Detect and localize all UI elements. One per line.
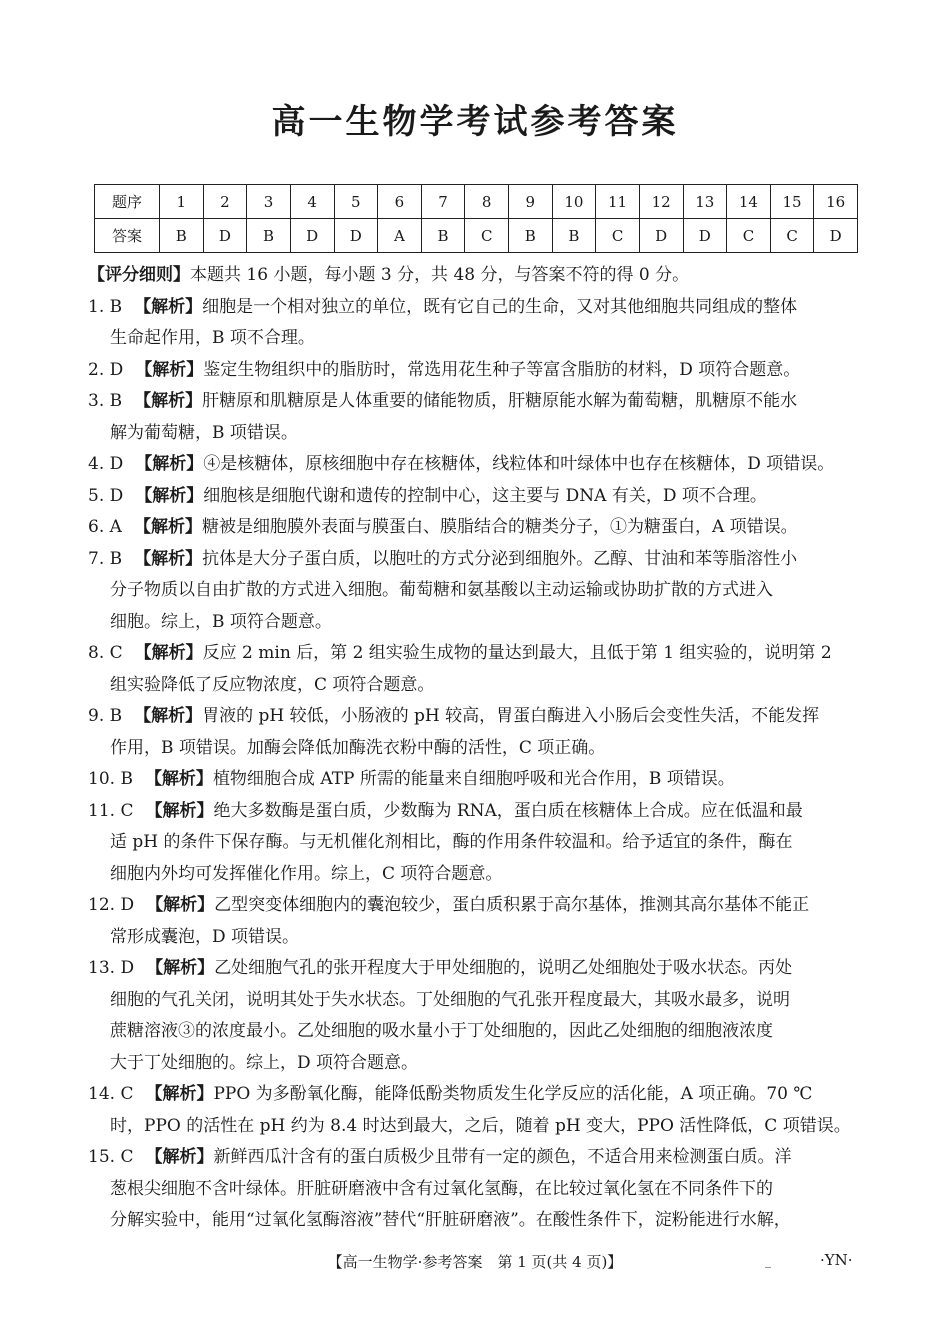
explanation-line — [88, 1205, 862, 1237]
explanation-text: 乙处细胞气孔的张开程度大于甲处细胞的，说明乙处细胞处于吸水状态。丙处 — [214, 958, 793, 978]
question-number-cell: 2 — [203, 185, 247, 219]
question-number-cell: 1 — [160, 185, 204, 219]
question-explanation — [88, 638, 862, 701]
explanation-text: 生命起作用，B 项不合理。 — [110, 328, 315, 348]
explanation-first-line — [88, 386, 862, 418]
question-explanation — [88, 764, 862, 796]
explanation-first-line — [88, 953, 862, 985]
question-number-cell: 6 — [378, 185, 422, 219]
explanation-line — [88, 985, 862, 1017]
explanation-first-line — [88, 1142, 862, 1174]
question-answer-label: 4. D — [88, 454, 124, 474]
explanation-line — [88, 1174, 862, 1206]
question-answer-label: 10. B — [88, 769, 133, 789]
analysis-tag: 【解析】 — [134, 391, 203, 411]
answer-cell: B — [552, 219, 596, 253]
scoring-note — [88, 260, 862, 292]
answer-cell: A — [378, 219, 422, 253]
question-explanation — [88, 796, 862, 891]
question-answer-label: 14. C — [88, 1084, 134, 1104]
explanation-text: 解为葡萄糖，B 项错误。 — [110, 422, 298, 443]
answer-cell: D — [290, 219, 334, 253]
explanation-text: 细胞。综上，B 项符合题意。 — [110, 611, 332, 632]
question-explanation — [88, 1079, 862, 1142]
question-number-cell: 11 — [596, 185, 640, 219]
explanation-line — [88, 733, 862, 765]
answer-cell: B — [509, 219, 553, 253]
explanation-first-line — [88, 764, 862, 796]
explanation-text: 糖被是细胞膜外表面与膜蛋白、膜脂结合的糖类分子，①为糖蛋白，A 项错误。 — [202, 517, 798, 537]
question-number-cell: 4 — [290, 185, 334, 219]
explanation-text: 分子物质以自由扩散的方式进入细胞。葡萄糖和氨基酸以主动运输或协助扩散的方式进入 — [110, 580, 773, 600]
explanation-text: 绝大多数酶是蛋白质，少数酶为 RNA，蛋白质在核糖体上合成。应在低温和最 — [213, 800, 803, 821]
explanation-text: 组实验降低了反应物浓度，C 项符合题意。 — [110, 674, 435, 695]
question-answer-label: 13. D — [88, 958, 135, 978]
footer-mark: _ — [765, 1254, 771, 1268]
question-number-cell: 10 — [552, 185, 596, 219]
explanation-text: 葱根尖细胞不含叶绿体。肝脏研磨液中含有过氧化氢酶，在比较过氧化氢在不同条件下的 — [110, 1178, 773, 1199]
question-answer-label: 6. A — [88, 517, 122, 537]
explanation-line — [88, 1111, 862, 1143]
question-number-cell: 15 — [770, 185, 814, 219]
question-number-cell: 7 — [421, 185, 465, 219]
answer-cell: C — [465, 219, 509, 253]
explanation-line — [88, 1016, 862, 1048]
explanation-line — [88, 607, 862, 639]
question-number-cell: 3 — [247, 185, 291, 219]
answer-cell: C — [770, 219, 814, 253]
question-number-cell: 14 — [727, 185, 771, 219]
explanation-text: 乙型突变体细胞内的囊泡较少，蛋白质积累于高尔基体，推测其高尔基体不能正 — [214, 895, 810, 915]
analysis-tag: 【解析】 — [135, 454, 204, 474]
scoring-note-prefix: 【评分细则】 — [88, 265, 190, 285]
question-answer-label: 8. C — [88, 643, 123, 663]
analysis-tag: 【解析】 — [146, 895, 215, 915]
page-footer: 【高一生物学·参考答案 第 1 页(共 4 页)】 — [327, 1253, 623, 1271]
question-explanation — [88, 292, 862, 355]
question-answer-label: 11. C — [88, 800, 134, 821]
explanation-text: 反应 2 min 后，第 2 组实验生成物的量达到最大，且低于第 1 组实验的，说明第 2 — [202, 643, 832, 663]
analysis-tag: 【解析】 — [134, 517, 202, 537]
explanation-first-line — [88, 292, 862, 324]
question-explanation — [88, 890, 862, 953]
question-explanation — [88, 1142, 862, 1237]
explanation-text: 新鲜西瓜汁含有的蛋白质极少且带有一定的颜色，不适合用来检测蛋白质。洋 — [213, 1147, 792, 1167]
question-explanation — [88, 544, 862, 639]
row-label-number: 题序 — [95, 185, 160, 219]
question-answer-label: 12. D — [88, 895, 135, 915]
question-answer-label: 1. B — [88, 296, 123, 317]
answer-table — [94, 184, 858, 253]
analysis-tag: 【解析】 — [134, 643, 203, 663]
explanation-text: 细胞的气孔关闭，说明其处于失水状态。丁处细胞的气孔张开程度最大，其吸水最多，说明 — [110, 989, 790, 1010]
answer-cell: D — [814, 219, 858, 253]
explanation-text: 适 pH 的条件下保存酶。与无机催化剂相比，酶的作用条件较温和。给予适宜的条件，酶在 — [110, 832, 793, 852]
explanation-line — [88, 827, 862, 859]
explanation-line — [88, 418, 862, 450]
question-explanation — [88, 953, 862, 1079]
answer-explanations — [88, 260, 862, 1237]
explanation-first-line — [88, 449, 862, 481]
explanation-line — [88, 859, 862, 891]
table-row-numbers — [95, 185, 858, 219]
explanation-first-line — [88, 701, 862, 733]
analysis-tag: 【解析】 — [135, 485, 204, 506]
question-explanation — [88, 481, 862, 513]
explanation-text: 细胞内外均可发挥催化作用。综上，C 项符合题意。 — [110, 863, 503, 884]
question-number-cell: 8 — [465, 185, 509, 219]
explanation-line — [88, 323, 862, 355]
question-answer-label: 9. B — [88, 706, 123, 726]
question-explanation — [88, 701, 862, 764]
explanation-first-line — [88, 638, 862, 670]
analysis-tag: 【解析】 — [145, 1084, 214, 1104]
explanation-text: PPO 为多酚氧化酶，能降低酚类物质发生化学反应的活化能，A 项正确。70 ℃ — [213, 1084, 813, 1104]
answer-cell: B — [421, 219, 465, 253]
table-row-answers — [95, 219, 858, 253]
explanation-first-line — [88, 1079, 862, 1111]
answer-cell: D — [639, 219, 683, 253]
analysis-tag: 【解析】 — [135, 359, 204, 380]
answer-cell: D — [203, 219, 247, 253]
analysis-tag: 【解析】 — [144, 769, 213, 789]
explanation-first-line — [88, 544, 862, 576]
explanation-text: 植物细胞合成 ATP 所需的能量来自细胞呼吸和光合作用，B 项错误。 — [212, 769, 735, 789]
explanation-text: 细胞核是细胞代谢和遗传的控制中心，这主要与 DNA 有关，D 项不合理。 — [203, 485, 767, 506]
answer-cell: D — [683, 219, 727, 253]
explanation-text: 作用，B 项错误。加酶会降低加酶洗衣粉中酶的活性，C 项正确。 — [110, 737, 606, 758]
analysis-tag: 【解析】 — [145, 800, 214, 821]
explanation-first-line — [88, 355, 862, 387]
analysis-tag: 【解析】 — [134, 296, 203, 317]
footer-code: ·YN· — [820, 1251, 853, 1269]
answer-cell: C — [596, 219, 640, 253]
answer-cell: C — [727, 219, 771, 253]
question-number-cell: 9 — [509, 185, 553, 219]
analysis-tag: 【解析】 — [145, 1147, 214, 1167]
question-number-cell: 13 — [683, 185, 727, 219]
explanation-text: 肝糖原和肌糖原是人体重要的储能物质，肝糖原能水解为葡萄糖，肌糖原不能水 — [202, 391, 798, 411]
explanation-line — [88, 575, 862, 607]
answer-cell: B — [160, 219, 204, 253]
page-title: 高一生物学考试参考答案 — [271, 102, 679, 142]
explanation-first-line — [88, 512, 862, 544]
question-explanation — [88, 355, 862, 387]
explanation-text: 常形成囊泡，D 项错误。 — [110, 926, 300, 947]
question-explanation — [88, 386, 862, 449]
explanation-line — [88, 1048, 862, 1080]
explanation-first-line — [88, 890, 862, 922]
row-label-answer: 答案 — [95, 219, 160, 253]
explanation-text: 蔗糖溶液③的浓度最小。乙处细胞的吸水量小于丁处细胞的，因此乙处细胞的细胞液浓度 — [110, 1021, 773, 1041]
explanation-line — [88, 922, 862, 954]
explanation-text: 大于丁处细胞的。综上，D 项符合题意。 — [110, 1052, 419, 1073]
analysis-tag: 【解析】 — [134, 548, 203, 569]
explanation-text: ④是核糖体，原核细胞中存在核糖体，线粒体和叶绿体中也存在核糖体，D 项错误。 — [203, 454, 835, 474]
question-answer-label: 15. C — [88, 1147, 134, 1167]
explanation-text: 胃液的 pH 较低，小肠液的 pH 较高，胃蛋白酶进入小肠后会变性失活，不能发挥 — [202, 706, 820, 726]
question-answer-label: 2. D — [88, 359, 124, 380]
question-explanation — [88, 449, 862, 481]
explanation-text: 分解实验中，能用“过氧化氢酶溶液”替代“肝脏研磨液”。在酸性条件下，淀粉能进行水解， — [110, 1210, 791, 1230]
explanation-first-line — [88, 481, 862, 513]
question-number-cell: 5 — [334, 185, 378, 219]
answer-cell: D — [334, 219, 378, 253]
explanation-text: 抗体是大分子蛋白质，以胞吐的方式分泌到细胞外。乙醇、甘油和苯等脂溶性小 — [202, 548, 798, 569]
question-number-cell: 12 — [639, 185, 683, 219]
explanation-first-line — [88, 796, 862, 828]
question-answer-label: 7. B — [88, 548, 123, 569]
question-explanation — [88, 512, 862, 544]
answer-cell: B — [247, 219, 291, 253]
question-number-cell: 16 — [814, 185, 858, 219]
explanation-text: 鉴定生物组织中的脂肪时，常选用花生种子等富含脂肪的材料，D 项符合题意。 — [203, 359, 801, 380]
explanation-line — [88, 670, 862, 702]
analysis-tag: 【解析】 — [146, 958, 215, 978]
explanation-text: 细胞是一个相对独立的单位，既有它自己的生命，又对其他细胞共同组成的整体 — [202, 296, 798, 317]
question-answer-label: 3. B — [88, 391, 123, 411]
question-answer-label: 5. D — [88, 485, 124, 506]
scoring-note-text: 本题共 16 小题，每小题 3 分，共 48 分，与答案不符的得 0 分。 — [190, 265, 690, 285]
explanation-text: 时，PPO 的活性在 pH 约为 8.4 时达到最大，之后，随着 pH 变大，PPO 活性降低，C 项错误。 — [110, 1115, 851, 1136]
analysis-tag: 【解析】 — [134, 706, 203, 726]
